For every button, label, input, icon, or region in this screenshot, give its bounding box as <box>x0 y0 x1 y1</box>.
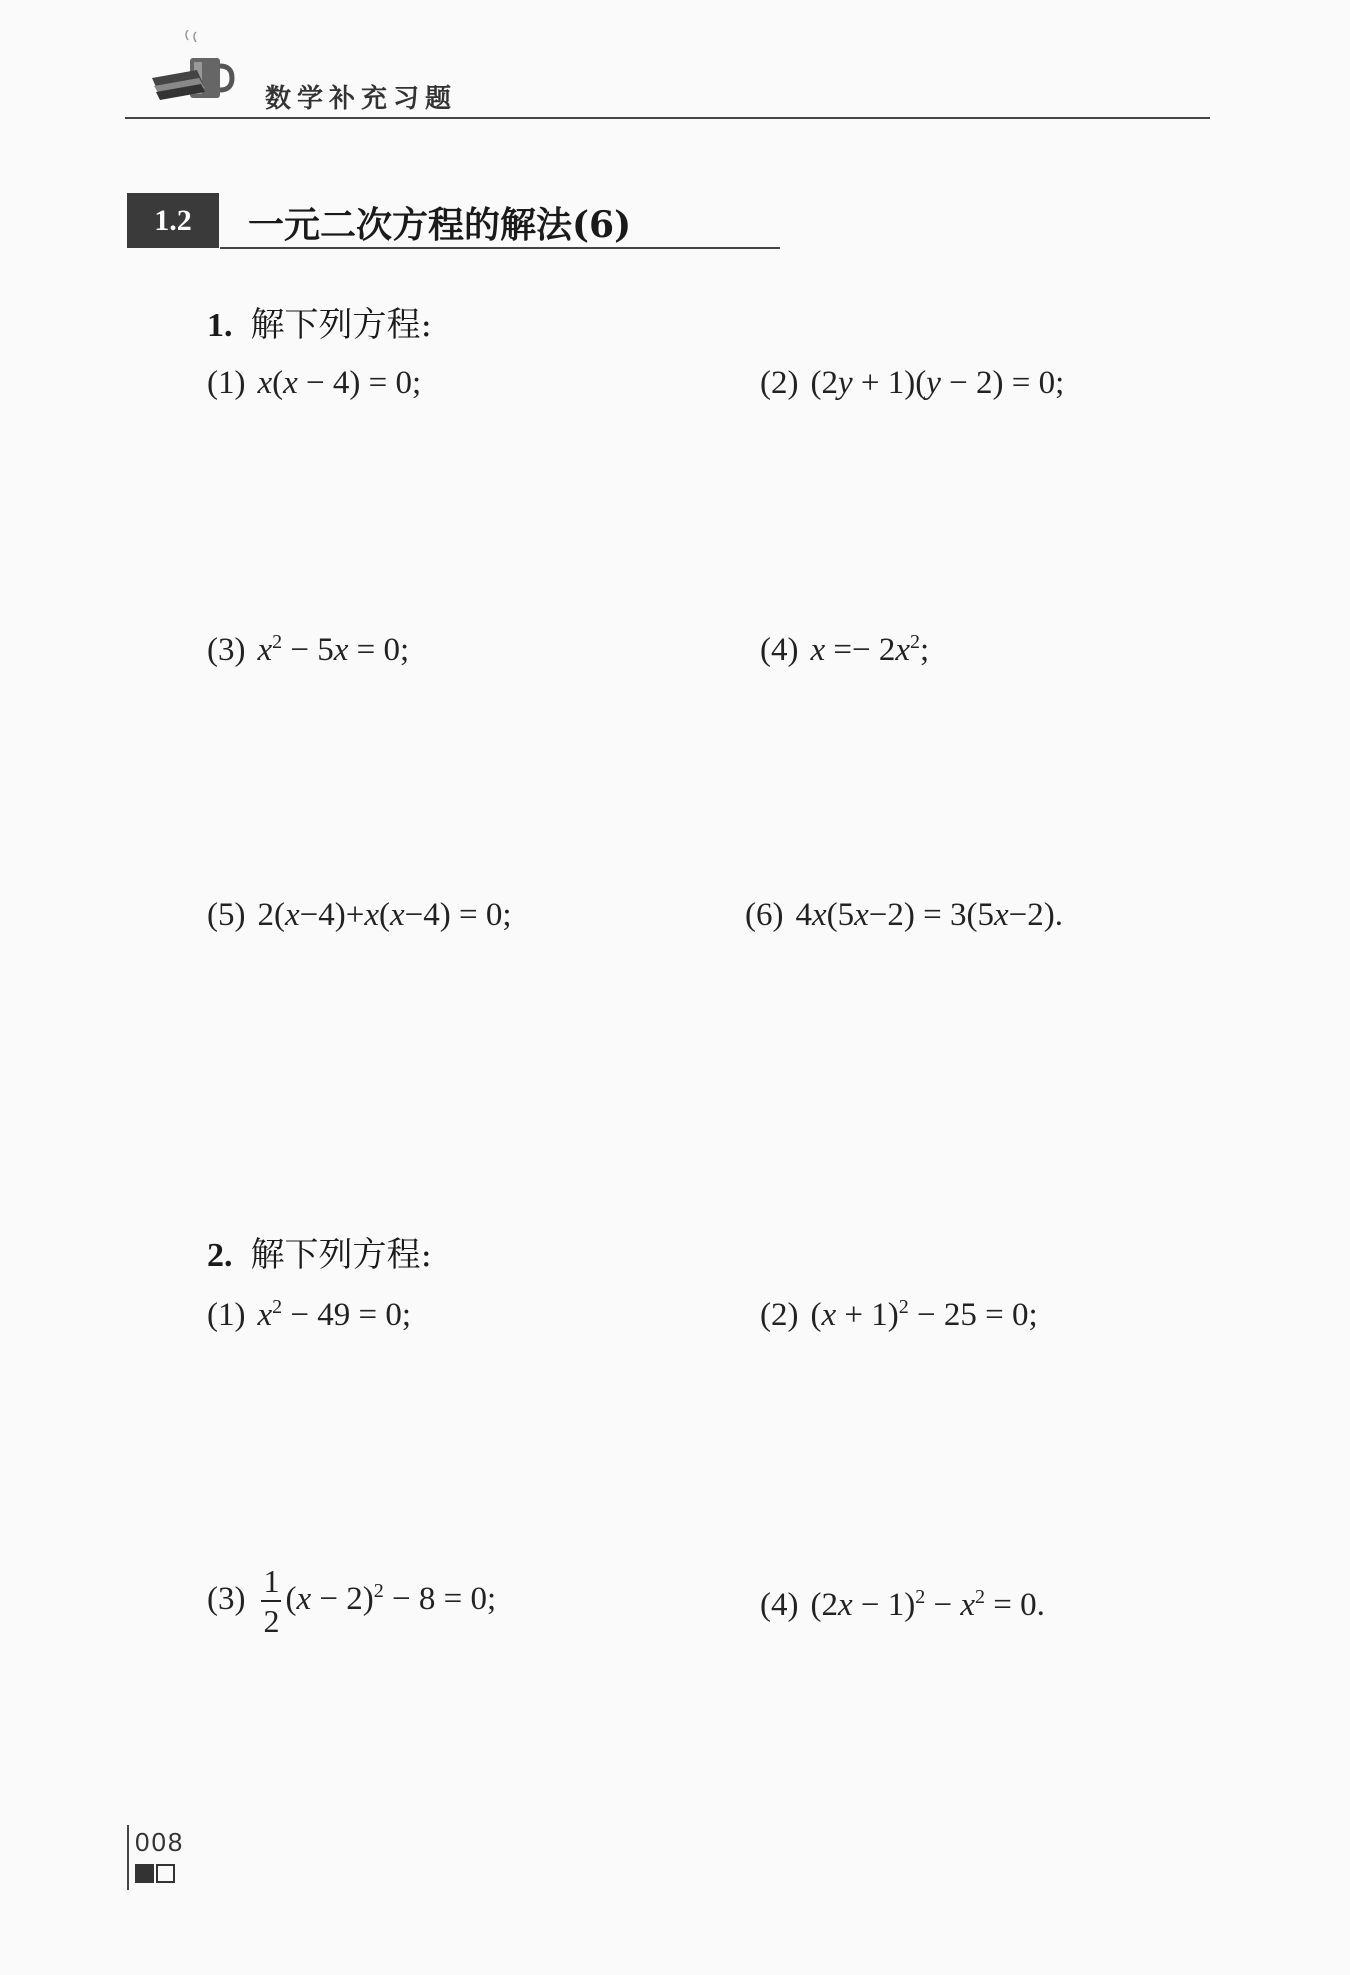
equation: $x^2 - 49 = 0$; <box>257 1296 412 1333</box>
equation: $x^2 - 5x = 0$; <box>257 631 410 668</box>
header-divider <box>125 117 1210 119</box>
section-number-badge: 1.2 <box>127 193 219 248</box>
problem-2-1 <box>207 1297 411 1334</box>
problem-1-2 <box>760 365 1064 402</box>
page-marker <box>135 1864 177 1887</box>
fraction-one-half: $\frac{1}{2}$ <box>263 1563 280 1639</box>
problem-2-2 <box>760 1297 1038 1334</box>
question-number: 1. <box>207 307 233 344</box>
problem-index: (4) <box>760 1587 799 1623</box>
empty-square-icon <box>156 1864 175 1883</box>
section-title: 一元二次方程的解法(6) <box>248 204 632 246</box>
books-and-mug-icon <box>150 30 240 110</box>
filled-square-icon <box>135 1864 154 1883</box>
problem-2-4 <box>760 1587 1045 1624</box>
problem-index: (6) <box>745 897 784 933</box>
question-1-heading <box>207 297 432 346</box>
problem-index: (2) <box>760 1297 799 1333</box>
problem-1-3 <box>207 632 409 669</box>
footer-divider <box>127 1825 129 1890</box>
problem-1-4 <box>760 632 929 669</box>
problem-1-6 <box>745 897 1063 934</box>
equation: (2y + 1)(y − 2) = 0; <box>810 365 1065 401</box>
problem-index: (5) <box>207 897 246 933</box>
problem-1-5 <box>207 897 512 934</box>
question-prompt: 解下列方程: <box>250 305 432 345</box>
problem-1-1 <box>207 365 421 402</box>
problem-index: (4) <box>760 632 799 668</box>
question-prompt: 解下列方程: <box>250 1235 432 1275</box>
equation: x(x − 4) = 0; <box>257 365 422 401</box>
equation: $x =- 2x^2$; <box>810 631 930 668</box>
equation: $(x + 1)^2 - 25 = 0$; <box>810 1296 1038 1333</box>
equation: 2(x−4)+x(x−4) = 0; <box>257 897 512 933</box>
equation: $(2x - 1)^2 - x^2 = 0$. <box>810 1586 1045 1623</box>
equation: 4x(5x−2) = 3(5x−2). <box>795 897 1064 933</box>
book-title: 数学补充习题 <box>265 84 458 114</box>
problem-index: (3) <box>207 1580 246 1617</box>
problem-2-3 <box>207 1565 496 1637</box>
problem-index: (1) <box>207 1297 246 1333</box>
problem-index: (3) <box>207 632 246 668</box>
problem-index: (2) <box>760 365 799 401</box>
question-2-heading <box>207 1227 432 1276</box>
page-number: 008 <box>135 1827 185 1857</box>
section-divider <box>220 247 780 249</box>
equation: $\frac{1}{2}$ $(x - 2)^2 - 8 = 0$; <box>263 1563 497 1639</box>
question-number: 2. <box>207 1237 233 1274</box>
problem-index: (1) <box>207 365 246 401</box>
